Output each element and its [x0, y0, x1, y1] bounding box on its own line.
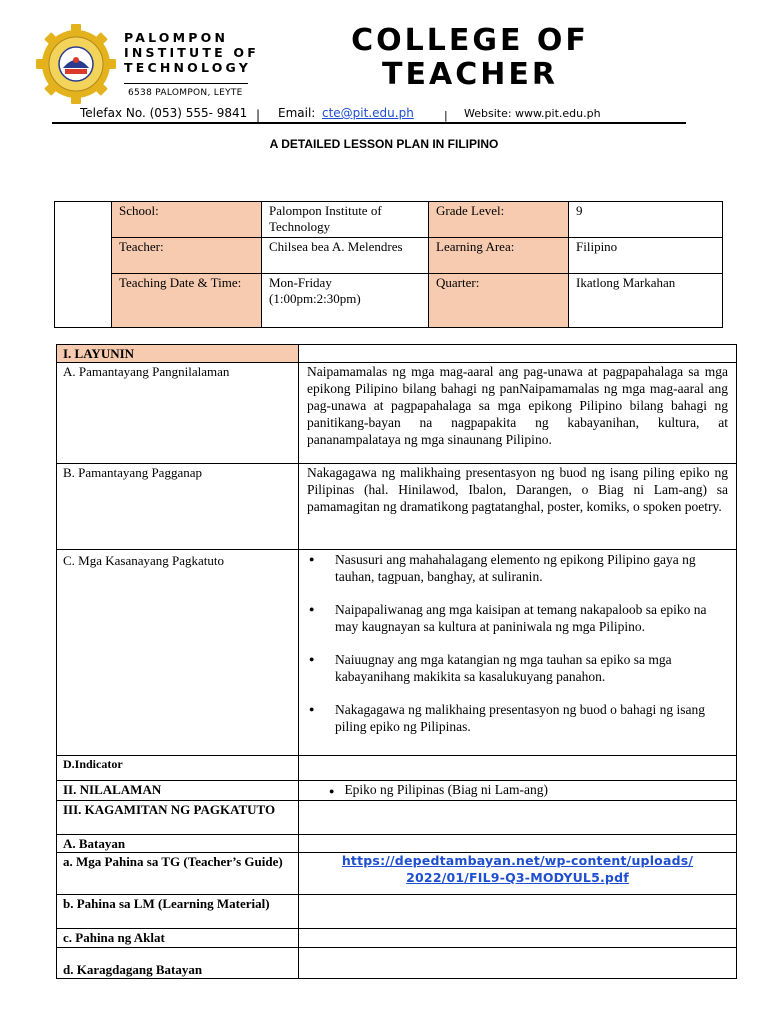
info-value: Ikatlong Markahan: [569, 274, 723, 328]
batayan-row: [57, 835, 737, 853]
info-row: [55, 274, 723, 328]
aklat-row: [57, 929, 737, 948]
website-text: Website: www.pit.edu.ph: [464, 107, 601, 120]
tg-link-cell: [299, 853, 737, 895]
info-label: School:: [112, 202, 262, 238]
batayan-blank-cell: [299, 835, 737, 853]
aklat-label: c. Pahina ng Aklat: [57, 929, 299, 948]
batayan-label: A. Batayan: [57, 835, 299, 853]
pangnilalaman-label: A. Pamantayang Pangnilalaman: [57, 363, 299, 464]
info-value: Chilsea bea A. Melendres: [262, 238, 429, 274]
lm-blank-cell: [299, 895, 737, 929]
lm-label: b. Pahina sa LM (Learning Material): [57, 895, 299, 929]
kasanayan-row: [57, 550, 737, 756]
info-value: 9: [569, 202, 723, 238]
karagdagang-row: [57, 948, 737, 979]
list-item: ● Nakagagawa ng malikhaing presentasyon ng buod o bahagi ng isang piling epiko ng Pilipinas.: [307, 701, 730, 735]
lesson-info-table: [54, 201, 723, 328]
layunin-heading: I. LAYUNIN: [57, 345, 299, 363]
list-item: ● Naipapaliwanag ang mga kaisipan at temang nakapaloob sa epiko na may kaugnayan sa kultura at paniniwala ng mga Pilipino.: [307, 601, 730, 635]
pagganap-row: [57, 464, 737, 550]
layunin-row: [57, 345, 737, 363]
kasanayan-list: [307, 551, 730, 735]
layunin-blank-cell: [299, 345, 737, 363]
info-label: Teacher:: [112, 238, 262, 274]
nilalaman-label: II. NILALAMAN: [57, 781, 299, 801]
indicator-blank-cell: [299, 756, 737, 781]
telefax-number: Telefax No. (053) 555- 9841: [80, 106, 248, 120]
lesson-plan-table: [56, 344, 737, 979]
lm-row: [57, 895, 737, 929]
info-row: [55, 202, 723, 238]
kagamitan-row: [57, 801, 737, 835]
tg-row: [57, 853, 737, 895]
header-divider: [52, 122, 686, 124]
info-value: Filipino: [569, 238, 723, 274]
document-title: A DETAILED LESSON PLAN IN FILIPINO: [269, 137, 499, 151]
info-blank-cell: [55, 202, 112, 328]
institute-name-line-3: TECHNOLOGY: [124, 60, 251, 75]
pangnilalaman-row: [57, 363, 737, 464]
school-seal-logo: [34, 22, 118, 106]
email-link[interactable]: cte@pit.edu.ph: [322, 106, 414, 120]
contact-separator: |: [256, 108, 261, 122]
contact-row: [80, 106, 700, 122]
kagamitan-blank-cell: [299, 801, 737, 835]
tg-label: a. Mga Pahina sa TG (Teacher’s Guide): [57, 853, 299, 895]
aklat-blank-cell: [299, 929, 737, 948]
institute-name-line-1: PALOMPON: [124, 30, 229, 45]
bullet-icon: ●: [329, 786, 335, 796]
info-value: Mon-Friday (1:00pm:2:30pm): [262, 274, 429, 328]
info-label: Grade Level:: [429, 202, 569, 238]
info-row: [55, 238, 723, 274]
info-label: Quarter:: [429, 274, 569, 328]
kagamitan-label: III. KAGAMITAN NG PAGKATUTO: [57, 801, 299, 835]
karagdagang-label: d. Karagdagang Batayan: [57, 948, 299, 979]
nilalaman-cell: [299, 781, 737, 801]
kasanayan-label: C. Mga Kasanayang Pagkatuto: [57, 550, 299, 756]
email-label: Email:: [278, 106, 316, 120]
institute-address: 6538 PALOMPON, LEYTE: [128, 88, 243, 98]
info-label: Teaching Date & Time:: [112, 274, 262, 328]
contact-separator: |: [444, 109, 448, 122]
info-label: Learning Area:: [429, 238, 569, 274]
pangnilalaman-text: Naipamamalas ng mga mag-aaral ang pag-unawa at pagpapahalaga sa mga epikong Pilipino bilang bahagi ng panNaipamamalas ng mga mag-aaral ang pag-unawa at pagpapahalaga sa mga epikong Pilipino bilang bahagi ng panitikang-bayan na nagpapakita ng kabayanihan, kultura, at pananampalataya ng mga sinaunang Pilipino.: [299, 363, 737, 464]
pagganap-label: B. Pamantayang Pagganap: [57, 464, 299, 550]
list-item: ● Naiuugnay ang mga katangian ng mga tauhan sa epiko sa mga kabayanihang makikita sa kasalukuyang panahon.: [307, 651, 730, 685]
list-item: ● Nasusuri ang mahahalagang elemento ng epikong Pilipino gaya ng tauhan, tagpuan, banghay, at suliranin.: [307, 551, 730, 585]
institute-name: [124, 30, 259, 75]
college-title: [320, 24, 620, 92]
kasanayan-cell: [299, 550, 737, 756]
pagganap-text: Nakagagawa ng malikhaing presentasyon ng buod ng isang piling epiko ng Pilipinas (hal. Hinilawod, Ibalon, Darangen, o Biag ni Lam-ang) sa pamamagitan ng dramatikong pagtatanghal, poster, komiks, o spoken poetry.: [299, 464, 737, 550]
college-title-line-1: COLLEGE OF: [351, 23, 589, 58]
institute-name-line-2: INSTITUTE OF: [124, 45, 259, 60]
karagdagang-blank-cell: [299, 948, 737, 979]
indicator-row: [57, 756, 737, 781]
indicator-label: D.Indicator: [57, 756, 299, 781]
college-title-line-2: TEACHER: [382, 57, 558, 92]
nilalaman-item: Epiko ng Pilipinas (Biag ni Lam-ang): [344, 782, 549, 797]
institute-underline: [124, 83, 248, 84]
info-value: Palompon Institute of Technology: [262, 202, 429, 238]
tg-link[interactable]: https://depedtambayan.net/wp-content/uploads/ 2022/01/FIL9-Q3-MODYUL5.pdf: [341, 853, 694, 885]
nilalaman-row: [57, 781, 737, 801]
